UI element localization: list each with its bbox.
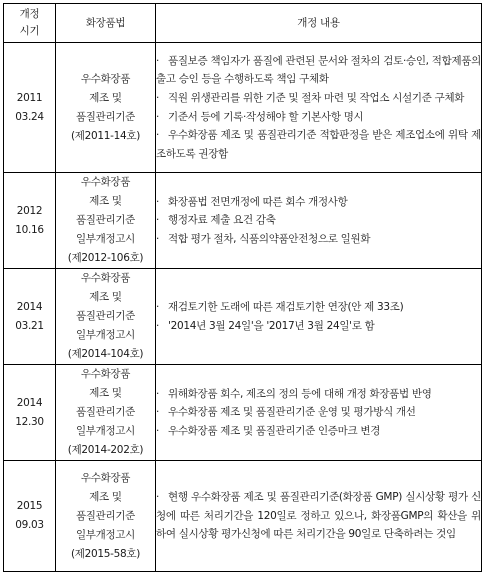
header-law: 화장품법 (56, 4, 156, 43)
row-date (4, 461, 56, 572)
law-line: (제2014-104호) (67, 348, 144, 360)
revision-item-text: 우수화장품 제조 및 품질관리기준 운영 및 평가방식 개선 (168, 406, 416, 419)
law-line: 품질관리기준 (75, 406, 136, 418)
law-line: 품질관리기준 (75, 310, 136, 322)
revision-item (156, 89, 481, 108)
revision-item (156, 126, 481, 163)
row-law (56, 269, 156, 365)
revision-item-text: 우수화장품 제조 및 품질관리기준 인증마크 변경 (168, 424, 381, 437)
law-line: 품질관리기준 (75, 509, 136, 522)
bullet-mark: · (156, 195, 160, 208)
law-line: 품질관리기준 (75, 110, 136, 123)
law-line: 제조 및 (89, 490, 122, 503)
row-date (4, 43, 56, 173)
law-line: 제조 및 (89, 387, 122, 399)
table-row (4, 269, 482, 365)
bullet-mark: · (156, 54, 160, 67)
law-line: 우수화장품 (80, 72, 131, 85)
date-year: 2014 (16, 396, 43, 409)
law-line: (제2012-106호) (67, 252, 144, 264)
row-law (56, 43, 156, 173)
revision-item (156, 403, 481, 422)
law-line: 제조 및 (89, 291, 122, 303)
revision-item (156, 193, 481, 212)
law-line: 일부개정고시 (75, 329, 136, 341)
revision-item-text: 재검토기한 도래에 따른 재검토기한 연장(안 제 33조) (168, 300, 404, 313)
law-line: 우수화장품 (80, 176, 131, 188)
row-content (156, 173, 482, 269)
revision-item (156, 52, 481, 89)
date-year: 2015 (16, 500, 43, 512)
revision-item-text: 행정자료 제출 요건 감축 (168, 214, 276, 227)
bullet-mark: · (156, 406, 160, 419)
bullet-mark: · (156, 91, 160, 104)
revision-item (156, 298, 481, 317)
date-day: 10.16 (15, 223, 44, 236)
row-law (56, 365, 156, 461)
row-date (4, 269, 56, 365)
revision-item-text: 위해화장품 회수, 제조의 정의 등에 대해 개정 화장품법 반영 (168, 387, 432, 400)
table-row (4, 365, 482, 461)
row-law (56, 173, 156, 269)
bullet-mark: · (156, 491, 160, 504)
header-content: 개정 내용 (156, 4, 482, 43)
date-day: 03.21 (15, 319, 44, 332)
revision-item-text: 적합 평가 절차, 식품의약품안전청으로 일원화 (168, 232, 371, 245)
revision-item-text: 직원 위생관리를 위한 기준 및 절차 마련 및 작업소 시설기준 구체화 (168, 91, 465, 104)
header-revision-date (4, 4, 56, 43)
date-day: 09.03 (15, 519, 44, 531)
row-law (56, 461, 156, 572)
bullet-mark: · (156, 214, 160, 227)
revision-items (156, 298, 481, 335)
law-line: 우수화장품 (80, 471, 131, 484)
revision-items (156, 52, 481, 164)
row-date (4, 173, 56, 269)
revision-history-table (3, 3, 482, 572)
law-line: (제2014-202호) (67, 444, 144, 456)
row-content (156, 269, 482, 365)
date-year: 2014 (16, 300, 43, 313)
bullet-mark: · (156, 129, 160, 142)
table-header (4, 4, 482, 43)
revision-item-text: 우수화장품 제조 및 품질관리기준 적합판정을 받은 제조업소에 위탁 제조하도록 권장함 (156, 129, 481, 160)
header-revision-date-line2: 시기 (19, 25, 40, 37)
table-row (4, 461, 482, 572)
law-line: (제2011-14호) (70, 129, 141, 142)
law-line: 우수화장품 (80, 272, 131, 284)
table-row (4, 43, 482, 173)
row-content (156, 365, 482, 461)
revision-item-text: 기준서 등에 기록·작성해야 할 기본사항 명시 (168, 110, 364, 123)
revision-item-text: '2014년 3월 24일'을 '2017년 3월 24일'로 함 (168, 319, 375, 332)
date-day: 03.24 (15, 110, 44, 123)
bullet-mark: · (156, 300, 160, 313)
date-year: 2012 (16, 204, 43, 217)
revision-item (156, 108, 481, 127)
date-day: 12.30 (15, 415, 44, 428)
revision-item (156, 422, 481, 441)
law-line: 일부개정고시 (75, 425, 136, 437)
table-row (4, 173, 482, 269)
bullet-mark: · (156, 319, 160, 332)
revision-item (156, 488, 481, 544)
bullet-mark: · (156, 110, 160, 123)
revision-item-text: 화장품법 전면개정에 따른 회수 개정사항 (168, 195, 348, 208)
row-content (156, 461, 482, 572)
bullet-mark: · (156, 232, 160, 245)
bullet-mark: · (156, 424, 160, 437)
law-line: 일부개정고시 (75, 233, 136, 245)
revision-item-text: 현행 우수화장품 제조 및 품질관리기준(화장품 GMP) 실시상황 평가 신청에 따른 처리기간을 120일로 정하고 있으나, 화장품GMP의 확산을 위하여 실시상황 평가신청에 따른 처리기간을 90일로 단축하려는 것임 (156, 491, 481, 541)
revision-item (156, 385, 481, 404)
row-date (4, 365, 56, 461)
revision-item (156, 230, 481, 249)
law-line: 우수화장품 (80, 368, 131, 380)
date-year: 2011 (16, 91, 43, 104)
bullet-mark: · (156, 387, 160, 400)
law-line: 품질관리기준 (75, 214, 136, 226)
row-content (156, 43, 482, 173)
revision-items (156, 488, 481, 544)
header-revision-date-line1: 개정 (19, 8, 40, 20)
law-line: 일부개정고시 (75, 528, 136, 541)
law-line: 제조 및 (89, 195, 122, 207)
revision-item (156, 317, 481, 336)
revision-item-text: 품질보증 책임자가 품질에 관련된 문서와 절차의 검토·승인, 적합제품의 출고 승인 등을 수행하도록 책임 구체화 (156, 54, 481, 86)
law-line: 제조 및 (89, 91, 122, 104)
law-line: (제2015-58호) (70, 547, 141, 560)
revision-items (156, 193, 481, 249)
revision-items (156, 385, 481, 441)
revision-item (156, 211, 481, 230)
